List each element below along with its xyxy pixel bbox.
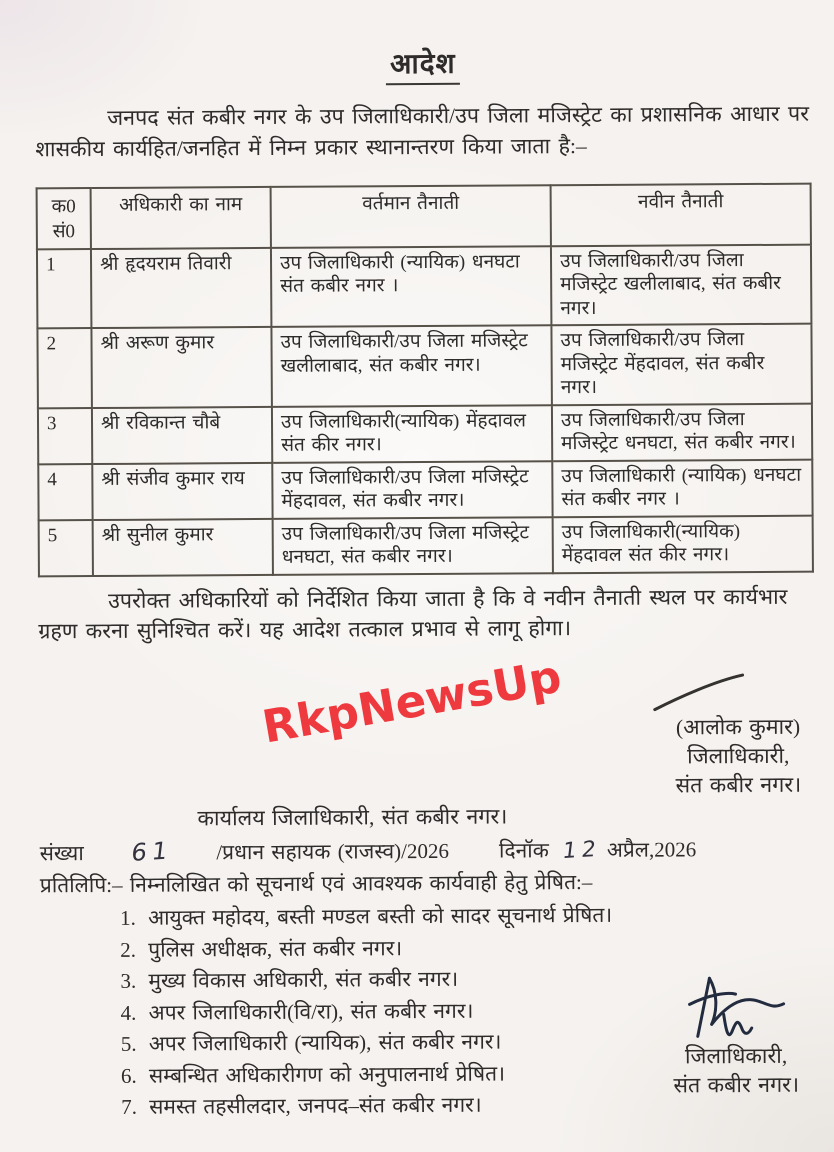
cell-new-posting: उप जिलाधिकारी(न्यायिक) मेंहदावल संत कीर नगर।	[553, 515, 813, 573]
recipient-text: आयुक्त महोदय, बस्ती मण्डल बस्ती को सादर सूचनार्थ प्रेषित।	[147, 902, 613, 930]
recipient-number: 1.	[119, 905, 136, 930]
signatory-place: संत कबीर नगर।	[675, 772, 802, 798]
column-header-current-posting: वर्तमान तैनाती	[271, 185, 551, 248]
signatory-name: (आलोक कुमार)	[675, 714, 801, 740]
recipient-number: 3.	[120, 968, 137, 993]
list-item	[120, 930, 816, 966]
office-line: कार्यालय जिलाधिकारी, संत कबीर नगर।	[197, 804, 508, 831]
bottom-signatory-place: संत कबीर नगर।	[673, 1072, 800, 1098]
recipient-number: 6.	[120, 1063, 137, 1088]
recipient-text: मुख्य विकास अधिकारी, संत कबीर नगर।	[148, 966, 459, 993]
recipient-number: 4.	[120, 1000, 137, 1025]
serial-header-line2: सं0	[52, 220, 76, 242]
column-header-new-posting: नवीन तैनाती	[551, 183, 811, 246]
recipient-text: समस्त तहसीलदार, जनपद–संत कबीर नगर।	[149, 1092, 482, 1119]
signature-area	[39, 649, 816, 806]
cell-new-posting: उप जिलाधिकारी/उप जिला मजिस्ट्रेट खलीलाबाद, संत कबीर नगर।	[551, 244, 811, 325]
cell-officer-name: श्री संजीव कुमार राय	[92, 462, 272, 519]
bottom-signatory-block	[673, 970, 799, 1101]
table-header-row	[37, 183, 811, 249]
cell-current-posting: उप जिलाधिकारी (न्यायिक) धनघटा संत कबीर नगर ।	[271, 246, 551, 327]
table-row	[37, 244, 811, 328]
bottom-signatory-title: जिलाधिकारी,	[684, 1043, 788, 1069]
cell-serial: 5	[39, 520, 93, 576]
cell-serial: 2	[37, 328, 91, 408]
ref-middle-text: /प्रधान सहायक (राजस्व)/2026	[216, 838, 450, 865]
table-row	[39, 515, 813, 576]
cell-current-posting: उप जिलाधिकारी/उप जिला मजिस्ट्रेट धनघटा, संत कबीर नगर।	[273, 517, 553, 575]
intro-paragraph: जनपद संत कबीर नगर के उप जिलाधिकारी/उप जिला मजिस्ट्रेट का प्रशासनिक आधार पर शासकीय कार्यहित/जनहित में निम्न प्रकार स्थानान्तरण किया जाता है:–	[35, 101, 810, 162]
recipient-text: पुलिस अधीक्षक, संत कबीर नगर।	[148, 935, 403, 962]
recipient-number: 2.	[120, 937, 137, 962]
cell-current-posting: उप जिलाधिकारी/उप जिला मजिस्ट्रेट मेंहदावल, संत कबीर नगर।	[272, 461, 552, 519]
cell-serial: 4	[38, 464, 92, 520]
document-body	[35, 42, 818, 1124]
copy-to-line: प्रतिलिपि:– निम्नलिखित को सूचनार्थ एवं आवश्यक कार्यवाही हेतु प्रेषित:–	[39, 869, 593, 898]
cell-officer-name: श्री हृदयराम तिवारी	[91, 247, 271, 328]
list-item	[120, 899, 816, 935]
recipient-number: 5.	[120, 1031, 137, 1056]
directive-paragraph: उपरोक्त अधिकारियों को निर्देशित किया जाता है कि वे नवीन तैनाती स्थल पर कार्यभार ग्रहण करना सुनिश्चित करें। यह आदेश तत्काल प्रभाव से लागू होगा।	[38, 584, 788, 643]
transfer-table	[36, 182, 814, 577]
cell-new-posting: उप जिलाधिकारी/उप जिला मजिस्ट्रेट मेंहदावल, संत कबीर नगर।	[551, 324, 811, 405]
table-row	[37, 324, 811, 408]
ref-label: संख्या	[39, 841, 84, 866]
watermark-text: RkpNewsUp	[258, 649, 566, 754]
ref-number-handwritten: 61	[129, 836, 175, 867]
serial-header-line1: क0	[51, 195, 76, 217]
cell-officer-name: श्री अरूण कुमार	[91, 327, 271, 408]
title-row	[35, 42, 811, 88]
cell-officer-name: श्री सुनील कुमार	[93, 518, 273, 575]
ref-date-rest: अप्रैल,2026	[606, 837, 697, 862]
cell-serial: 1	[37, 249, 91, 329]
page-title: आदेश	[386, 44, 460, 85]
cell-new-posting: उप जिलाधिकारी (न्यायिक) धनघटा संत कबीर नगर ।	[552, 459, 812, 517]
recipient-text: अपर जिलाधिकारी(वि/रा), संत कबीर नगर।	[148, 998, 474, 1025]
cell-current-posting: उप जिलाधिकारी/उप जिला मजिस्ट्रेट खलीलाबाद, संत कबीर नगर।	[271, 325, 551, 406]
recipient-text: सम्बन्धित अधिकारीगण को अनुपालनार्थ प्रेषित।	[148, 1061, 506, 1088]
ref-date-label: दिनॉक	[498, 838, 549, 863]
recipient-text: अपर जिलाधिकारी (न्यायिक), संत कबीर नगर।	[148, 1029, 502, 1056]
reference-line	[40, 832, 816, 871]
recipient-number: 7.	[121, 1094, 138, 1119]
signatory-block	[675, 713, 801, 801]
cell-new-posting: उप जिलाधिकारी/उप जिला मजिस्ट्रेट धनघटा, संत कबीर नगर।	[552, 403, 812, 461]
signature-scrawl	[676, 970, 796, 1049]
column-header-officer-name: अधिकारी का नाम	[91, 186, 271, 248]
cell-officer-name: श्री रविकान्त चौबे	[92, 406, 272, 463]
table-row	[38, 459, 812, 520]
signatory-title: जिलाधिकारी,	[687, 743, 790, 769]
signature-stroke	[651, 669, 747, 714]
cell-current-posting: उप जिलाधिकारी(न्यायिक) मेंहदावल संत कीर नगर।	[272, 405, 552, 463]
cell-serial: 3	[38, 408, 92, 464]
ref-date-number-handwritten: 12	[561, 836, 603, 865]
table-row	[38, 403, 812, 464]
column-header-serial	[37, 188, 91, 249]
